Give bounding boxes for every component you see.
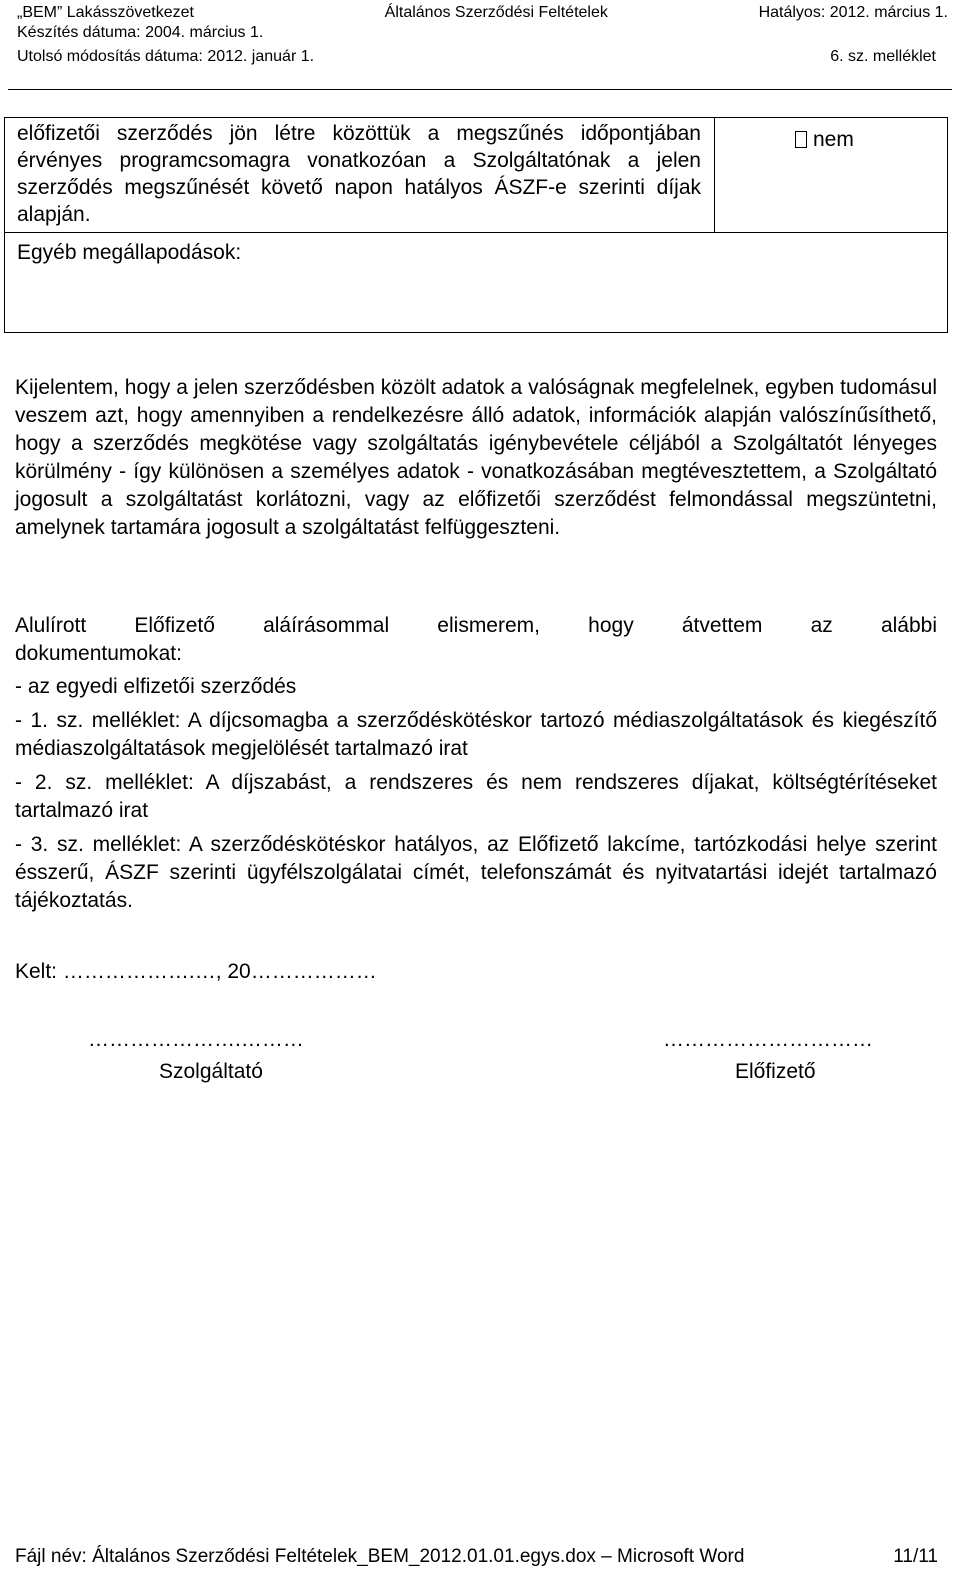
other-agreements-label: Egyéb megállapodások:	[17, 241, 242, 264]
page-footer	[15, 1543, 938, 1571]
header-divider	[8, 89, 952, 90]
header-row-1	[17, 3, 948, 22]
header-company: „BEM” Lakásszövetkezet	[17, 4, 194, 21]
option-no-label: nem	[813, 128, 854, 151]
list-item: - az egyedi elfizetői szerződés	[15, 675, 297, 698]
clause-text: előfizetői szerződés jön létre közöttük a megszűnés időpontjában érvényes programcsomagra vonatkozóan a Szolgáltatónak a jelen szerződés megszűnését követő napon hatályos ÁSZF-e szerinti díjak alapján.	[17, 122, 701, 226]
option-no[interactable]	[795, 126, 854, 153]
header-row-3	[17, 47, 948, 66]
list-item: - 2. sz. melléklet: A díjszabást, a rendszeres és nem rendszeres díjakat, költségtérítéseket tartalmazó irat	[15, 771, 937, 822]
checkbox-icon[interactable]	[795, 131, 807, 148]
signature-line-provider: ………………….………	[88, 1028, 304, 1051]
place-date-line: Kelt: ……………….…, 20………………	[15, 960, 377, 983]
header-effective: Hatályos: 2012. március 1.	[758, 4, 948, 21]
acknowledgement-line-2: dokumentumokat:	[15, 642, 182, 665]
footer-filename: Fájl név: Általános Szerződési Feltételek_BEM_2012.01.01.egys.dox – Microsoft Word	[15, 1546, 745, 1567]
header-annex: 6. sz. melléklet	[830, 48, 936, 65]
acknowledgement-paragraph	[15, 612, 937, 668]
table-column-divider	[714, 118, 715, 232]
contract-table	[4, 117, 948, 333]
signature-name-provider: Szolgáltató	[159, 1060, 263, 1083]
list-item: - 3. sz. melléklet: A szerződéskötéskor hatályos, az Előfizető lakcíme, tartózkodási helye szerint ésszerű, ÁSZF szerinti ügyfélszolgálatai címét, telefonszámát és nyitvatartási idejét tartalmazó tájékoztatás.	[15, 833, 937, 912]
signature-line-subscriber: …………………………	[663, 1028, 873, 1051]
declaration-paragraph: Kijelentem, hogy a jelen szerződésben közölt adatok a valóságnak megfelelnek, egyben tudomásul veszem azt, hogy amennyiben a rendelkezésre álló adatok, információk alapján valószínűsíthető, hogy a szerződés megkötése vagy szolgáltatás igénybevétele céljából a Szolgáltatót lényeges körülmény - így különösen a személyes adatok - vonatkozásában megtévesztettem, a Szolgáltató jogosult a szolgáltatást korlátozni, vagy az előfizetői szerződést felmondással megszüntetni, amelynek tartamára jogosult a szolgáltatást felfüggeszteni.	[15, 376, 937, 539]
list-item: - 1. sz. melléklet: A díjcsomagba a szerződéskötéskor tartozó médiaszolgáltatások és kiegészítő médiaszolgáltatások megjelölését tartalmazó irat	[15, 709, 937, 760]
header-created: Készítés dátuma: 2004. március 1.	[17, 24, 264, 41]
footer-page-number: 11/11	[893, 1546, 938, 1567]
header-row-2	[17, 23, 948, 42]
header-modified: Utolsó módosítás dátuma: 2012. január 1.	[17, 48, 315, 65]
acknowledgement-line-1: Alulírott Előfizető aláírásommal elismerem, hogy átvettem az alábbi	[15, 614, 937, 637]
header-doc-title: Általános Szerződési Feltételek	[384, 4, 608, 21]
signature-name-subscriber: Előfizető	[735, 1060, 816, 1083]
table-row-divider	[5, 232, 947, 233]
